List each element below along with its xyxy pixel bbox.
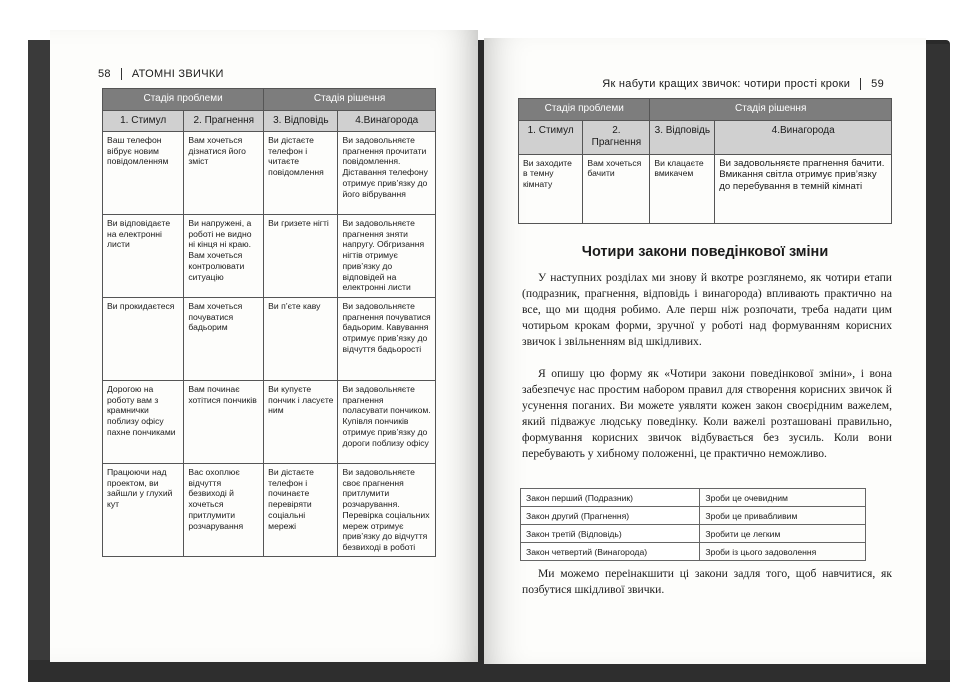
table-cell: Вам хочеться бачити xyxy=(583,154,650,223)
table-row xyxy=(521,489,866,507)
column-header: 2. Прагнення xyxy=(583,120,650,154)
law-name: Закон четвертий (Винагорода) xyxy=(521,543,700,561)
table-row xyxy=(103,381,436,464)
paragraph-text: Я опишу цю форму як «Чотири закони поведінкової зміни», і вона забезпечує нас простим набором правил для створення корисних звичок й усунення поганих. Ви можете уявляти кожен закон своєрідним важелем, який підважує людську поведінку. Коли важелі розташовані правильно, формування корисних звичок відбувається без зусиль. Коли вони перебувають у хибному положенні, це практично неможливо. xyxy=(522,367,892,460)
table-cell: Працюючи над проектом, ви зайшли у глухий кут xyxy=(103,464,184,557)
table-cell: Вас охоплює відчуття безвиході й хочеться притлумити розчарування xyxy=(184,464,264,557)
table-cell: Ви заходите в темну кімнату xyxy=(519,154,583,223)
table-cell: Вам хочеться дізнатися його зміст xyxy=(184,132,264,215)
habit-loop-table xyxy=(102,88,436,557)
table-cell: Вам хочеться почуватися бадьорим xyxy=(184,298,264,381)
table-cell: Ви дістаєте телефон і читаєте повідомлення xyxy=(264,132,338,215)
paragraph-text: Ми можемо переінакшити ці закони задля того, щоб навчитися, як позбутися шкідливої звички. xyxy=(522,567,892,596)
table-row xyxy=(103,215,436,298)
column-header: 4.Винагорода xyxy=(338,110,436,132)
table-cell: Ви дістаєте телефон і починаєте перевіряти соціальні мережі xyxy=(264,464,338,557)
column-header: 1. Стимул xyxy=(519,120,583,154)
law-action: Зроби із цього задоволення xyxy=(700,543,866,561)
solution-stage-header: Стадія рішення xyxy=(650,99,892,121)
body-paragraph xyxy=(522,270,892,350)
table-cell: Ви прокидаєтеся xyxy=(103,298,184,381)
table-cell: Ви гризете нігті xyxy=(264,215,338,298)
book-left-edge xyxy=(28,40,52,668)
left-running-head xyxy=(98,68,224,80)
law-action: Зроби це привабливим xyxy=(700,507,866,525)
table-cell: Ви задовольняєте прагнення почуватися бадьорим. Кавування отримує прив’язку до відчуття бадьорості xyxy=(338,298,436,381)
table-row xyxy=(103,464,436,557)
law-action: Зроби це очевидним xyxy=(700,489,866,507)
table-cell: Дорогою на роботу вам з крамнички поблизу офісу пахне пончиками xyxy=(103,381,184,464)
right-page xyxy=(484,38,926,664)
table-cell: Ви клацаєте вмикачем xyxy=(650,154,715,223)
column-header: 2. Прагнення xyxy=(184,110,264,132)
table-cell: Ви задовольняєте прагнення поласувати пончиком. Купівля пончиків отримує прив’язку до дороги поблизу офісу xyxy=(338,381,436,464)
problem-stage-header: Стадія проблеми xyxy=(519,99,650,121)
table-row xyxy=(103,298,436,381)
header-divider xyxy=(121,68,122,80)
table-row xyxy=(519,154,892,223)
table-cell: Ви задовольняєте прагнення бачити. Вмикання світла отримує прив’язку до перебування в темній кімнаті xyxy=(715,154,892,223)
column-header: 3. Відповідь xyxy=(650,120,715,154)
column-header: 4.Винагорода xyxy=(715,120,892,154)
law-name: Закон перший (Подразник) xyxy=(521,489,700,507)
column-header: 3. Відповідь xyxy=(264,110,338,132)
solution-stage-header: Стадія рішення xyxy=(264,89,436,111)
table-row xyxy=(521,543,866,561)
table-cell: Вам починає хотітися пончиків xyxy=(184,381,264,464)
table-cell: Ваш телефон вібрує новим повідомленням xyxy=(103,132,184,215)
left-running-title: АТОМНІ ЗВИЧКИ xyxy=(131,68,224,80)
right-running-head xyxy=(602,78,884,90)
body-paragraph xyxy=(522,366,892,462)
law-name: Закон другий (Прагнення) xyxy=(521,507,700,525)
law-name: Закон третій (Відповідь) xyxy=(521,525,700,543)
right-running-title: Як набути кращих звичок: чотири прості кроки xyxy=(602,78,851,90)
left-page xyxy=(50,30,478,662)
left-page-number: 58 xyxy=(98,68,111,80)
table-row xyxy=(521,507,866,525)
body-paragraph xyxy=(522,566,892,598)
book-right-edge xyxy=(924,44,950,680)
problem-stage-header: Стадія проблеми xyxy=(103,89,264,111)
right-page-number: 59 xyxy=(871,78,884,90)
column-header: 1. Стимул xyxy=(103,110,184,132)
light-switch-table xyxy=(518,98,892,224)
paragraph-text: У наступних розділах ми знову й вкотре розглянемо, як чотири етапи (подразник, прагнення, відповідь і винагорода) впливають практично на все, що ми щодня робимо. Але перш ніж розпочати, треба надати цим чотирьом крокам форми, зручної у роботі над формуванням корисних звичок і звільненням від шкідливих. xyxy=(522,271,892,348)
table-cell: Ви п’єте каву xyxy=(264,298,338,381)
table-cell: Ви задовольняєте своє прагнення притлумити розчарування. Перевірка соціальних мереж отримує прив’язку до відчуття безвиході в роботі xyxy=(338,464,436,557)
table-cell: Ви напружені, а роботі не видно ні кінця ні краю. Вам хочеться контролювати ситуацію xyxy=(184,215,264,298)
header-divider xyxy=(860,78,861,90)
table-row xyxy=(103,132,436,215)
table-row xyxy=(521,525,866,543)
table-cell: Ви задовольняєте прагнення зняти напругу. Обгризання нігтів отримує прив’язку до відповідей на електронні листи xyxy=(338,215,436,298)
table-cell: Ви задовольняєте прагнення прочитати повідомлення. Діставання телефону отримує прив’язку до його вібрування xyxy=(338,132,436,215)
section-title: Чотири закони поведінкової зміни xyxy=(581,244,829,260)
law-action: Зробити це легким xyxy=(700,525,866,543)
table-cell: Ви купуєте пончик і ласуєте ним xyxy=(264,381,338,464)
table-cell: Ви відповідаєте на електронні листи xyxy=(103,215,184,298)
four-laws-table xyxy=(520,488,866,561)
